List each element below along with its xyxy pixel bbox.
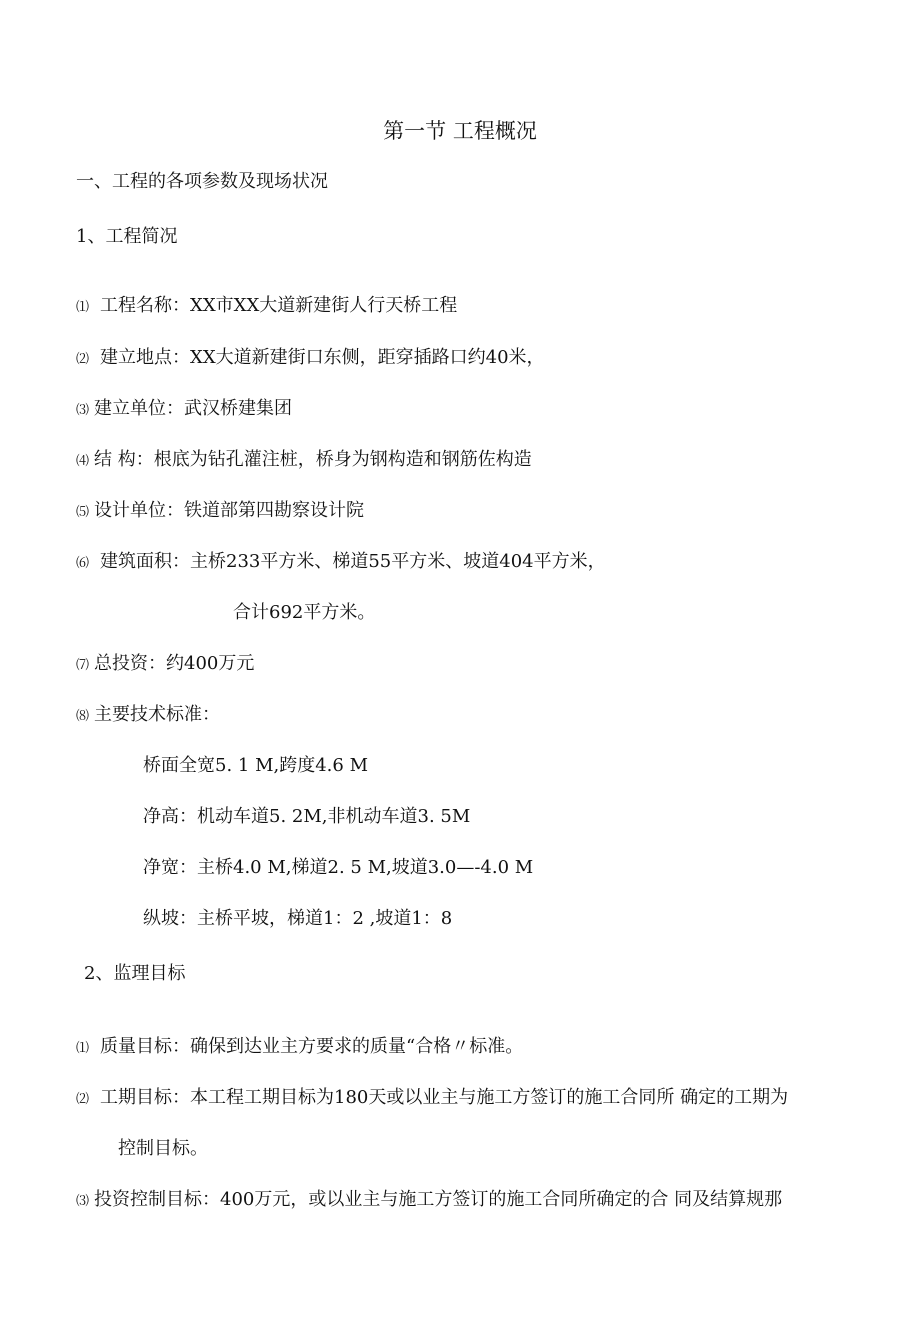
item-text: 设计单位：铁道部第四勘察设计院 <box>94 500 364 521</box>
item-text: 结 构：根底为钻孔灌注桩，桥身为钢构造和钢筋佐构造 <box>94 449 532 470</box>
item-text: 质量目标：确保到达业主方要求的质量“合格〃标准。 <box>100 1036 524 1057</box>
item-text: 建立单位：武汉桥建集团 <box>94 398 292 419</box>
list-item <box>76 1086 788 1112</box>
list-item <box>76 499 364 525</box>
standard-line: 桥面全宽5. 1 M,跨度4.6 M <box>143 755 368 776</box>
subsection-heading: 1、工程简况 <box>76 226 178 247</box>
item-text: 主要技术标准： <box>94 704 220 725</box>
item-number: ⑵ <box>76 1092 90 1107</box>
item-text: 建筑面积：主桥233平方米、梯道55平方米、坡道404平方米， <box>100 551 606 572</box>
item-number: ⑶ <box>76 1194 90 1209</box>
item-text: 总投资：约400万元 <box>94 653 255 674</box>
item-number: ⑹ <box>76 556 90 571</box>
list-item <box>76 294 457 320</box>
list-item <box>76 346 545 372</box>
item-text: 工期目标：本工程工期目标为180天或以业主与施工方签订的施工合同所 确定的工期为 <box>100 1087 789 1108</box>
list-item <box>76 1188 782 1214</box>
subsection-heading: 2、监理目标 <box>84 963 186 984</box>
item-number: ⑷ <box>76 454 90 469</box>
section-heading: 一、工程的各项参数及现场状况 <box>76 171 328 192</box>
item-number: ⑻ <box>76 709 90 724</box>
item-number: ⑶ <box>76 403 90 418</box>
item-number: ⑺ <box>76 658 90 673</box>
standard-line: 净宽：主桥4.0 M,梯道2. 5 M,坡道3.0—-4.0 M <box>143 857 534 878</box>
item-text: 投资控制目标：400万元，或以业主与施工方签订的施工合同所确定的合 同及结算规那 <box>94 1189 783 1210</box>
list-item <box>76 397 292 423</box>
item-number: ⑴ <box>76 1041 90 1056</box>
list-item <box>76 448 532 474</box>
list-item <box>76 703 220 729</box>
item-number: ⑸ <box>76 505 90 520</box>
list-item <box>76 1035 523 1061</box>
list-item-continuation: 控制目标。 <box>118 1138 208 1159</box>
standard-line: 纵坡：主桥平坡，梯道1：2 ,坡道1：8 <box>143 908 453 929</box>
item-text: 建立地点：XX大道新建街口东侧，距穿插路口约40米， <box>100 347 545 368</box>
item-number: ⑴ <box>76 300 90 315</box>
standard-line: 净高：机动车道5. 2M,非机动车道3. 5M <box>143 806 471 827</box>
page-title: 第一节 工程概况 <box>383 119 537 143</box>
item-number: ⑵ <box>76 352 90 367</box>
item-text: 工程名称：XX市XX大道新建街人行天桥工程 <box>100 295 458 316</box>
list-item <box>76 550 606 576</box>
list-item <box>76 652 254 678</box>
list-item-continuation: 合计692平方米。 <box>233 602 376 623</box>
